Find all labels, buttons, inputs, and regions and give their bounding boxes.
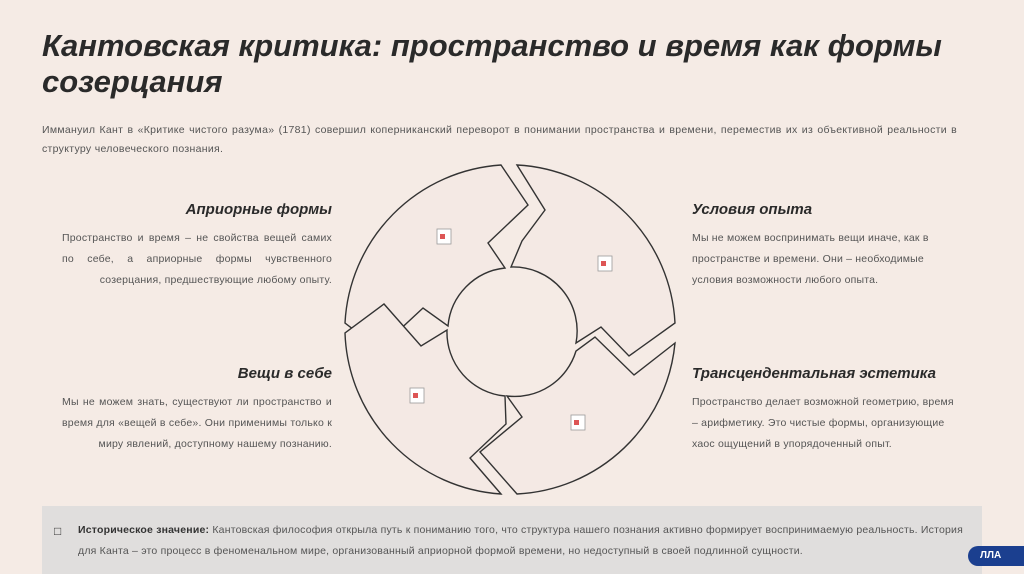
- block-text: Пространство и время – не свойства вещей самих по себе, а априорные формы чувственного созерцания, предшествующие любому опыту.: [62, 232, 332, 286]
- brand-logo: ЛЛА: [968, 546, 1024, 566]
- cycle-segment-bottom-left: [345, 304, 506, 494]
- block-heading: Трансцендентальная эстетика: [692, 365, 936, 382]
- historical-significance-panel: [42, 506, 982, 574]
- broken-image-icon: [410, 388, 424, 403]
- note-icon: □: [54, 524, 62, 538]
- footer-text: [78, 520, 968, 562]
- block-heading: Вещи в себе: [237, 365, 332, 382]
- cycle-segment-top-right: [511, 165, 675, 356]
- footer-body: Кантовская философия открыла путь к пониманию того, что структура нашего познания активно формирует воспринимаемую реальность. История для Канта – это процесс в феноменальном мире, организованный априорной формой времени, но недоступный в своей подлинной сущности.: [78, 524, 963, 557]
- broken-image-icon: [571, 415, 585, 430]
- broken-image-icon: [598, 256, 612, 271]
- block-heading: Условия опыта: [692, 201, 813, 218]
- footer-label: Историческое значение:: [78, 524, 210, 536]
- block-heading: Априорные формы: [185, 201, 332, 218]
- intro-paragraph: Иммануил Кант в «Критике чистого разума» (1781) совершил коперниканский переворот в понимании пространства и времени, переместив их из объективной реальности в структуру человеческого познания.: [42, 124, 957, 155]
- block-text: Пространство делает возможной геометрию, время – арифметику. Это чистые формы, организующие хаос ощущений в упорядоченный опыт.: [692, 396, 954, 450]
- block-text: Мы не можем воспринимать вещи иначе, как в пространстве и времени. Они – необходимые условия возможности любого опыта.: [692, 232, 929, 286]
- page-title: Кантовская критика: пространство и время как формы созерцания: [42, 28, 942, 99]
- block-text: Мы не можем знать, существуют ли пространство и время для «вещей в себе». Они применимы только к миру явлений, доступному нашему познанию.: [62, 396, 332, 450]
- broken-image-icon: [437, 229, 451, 244]
